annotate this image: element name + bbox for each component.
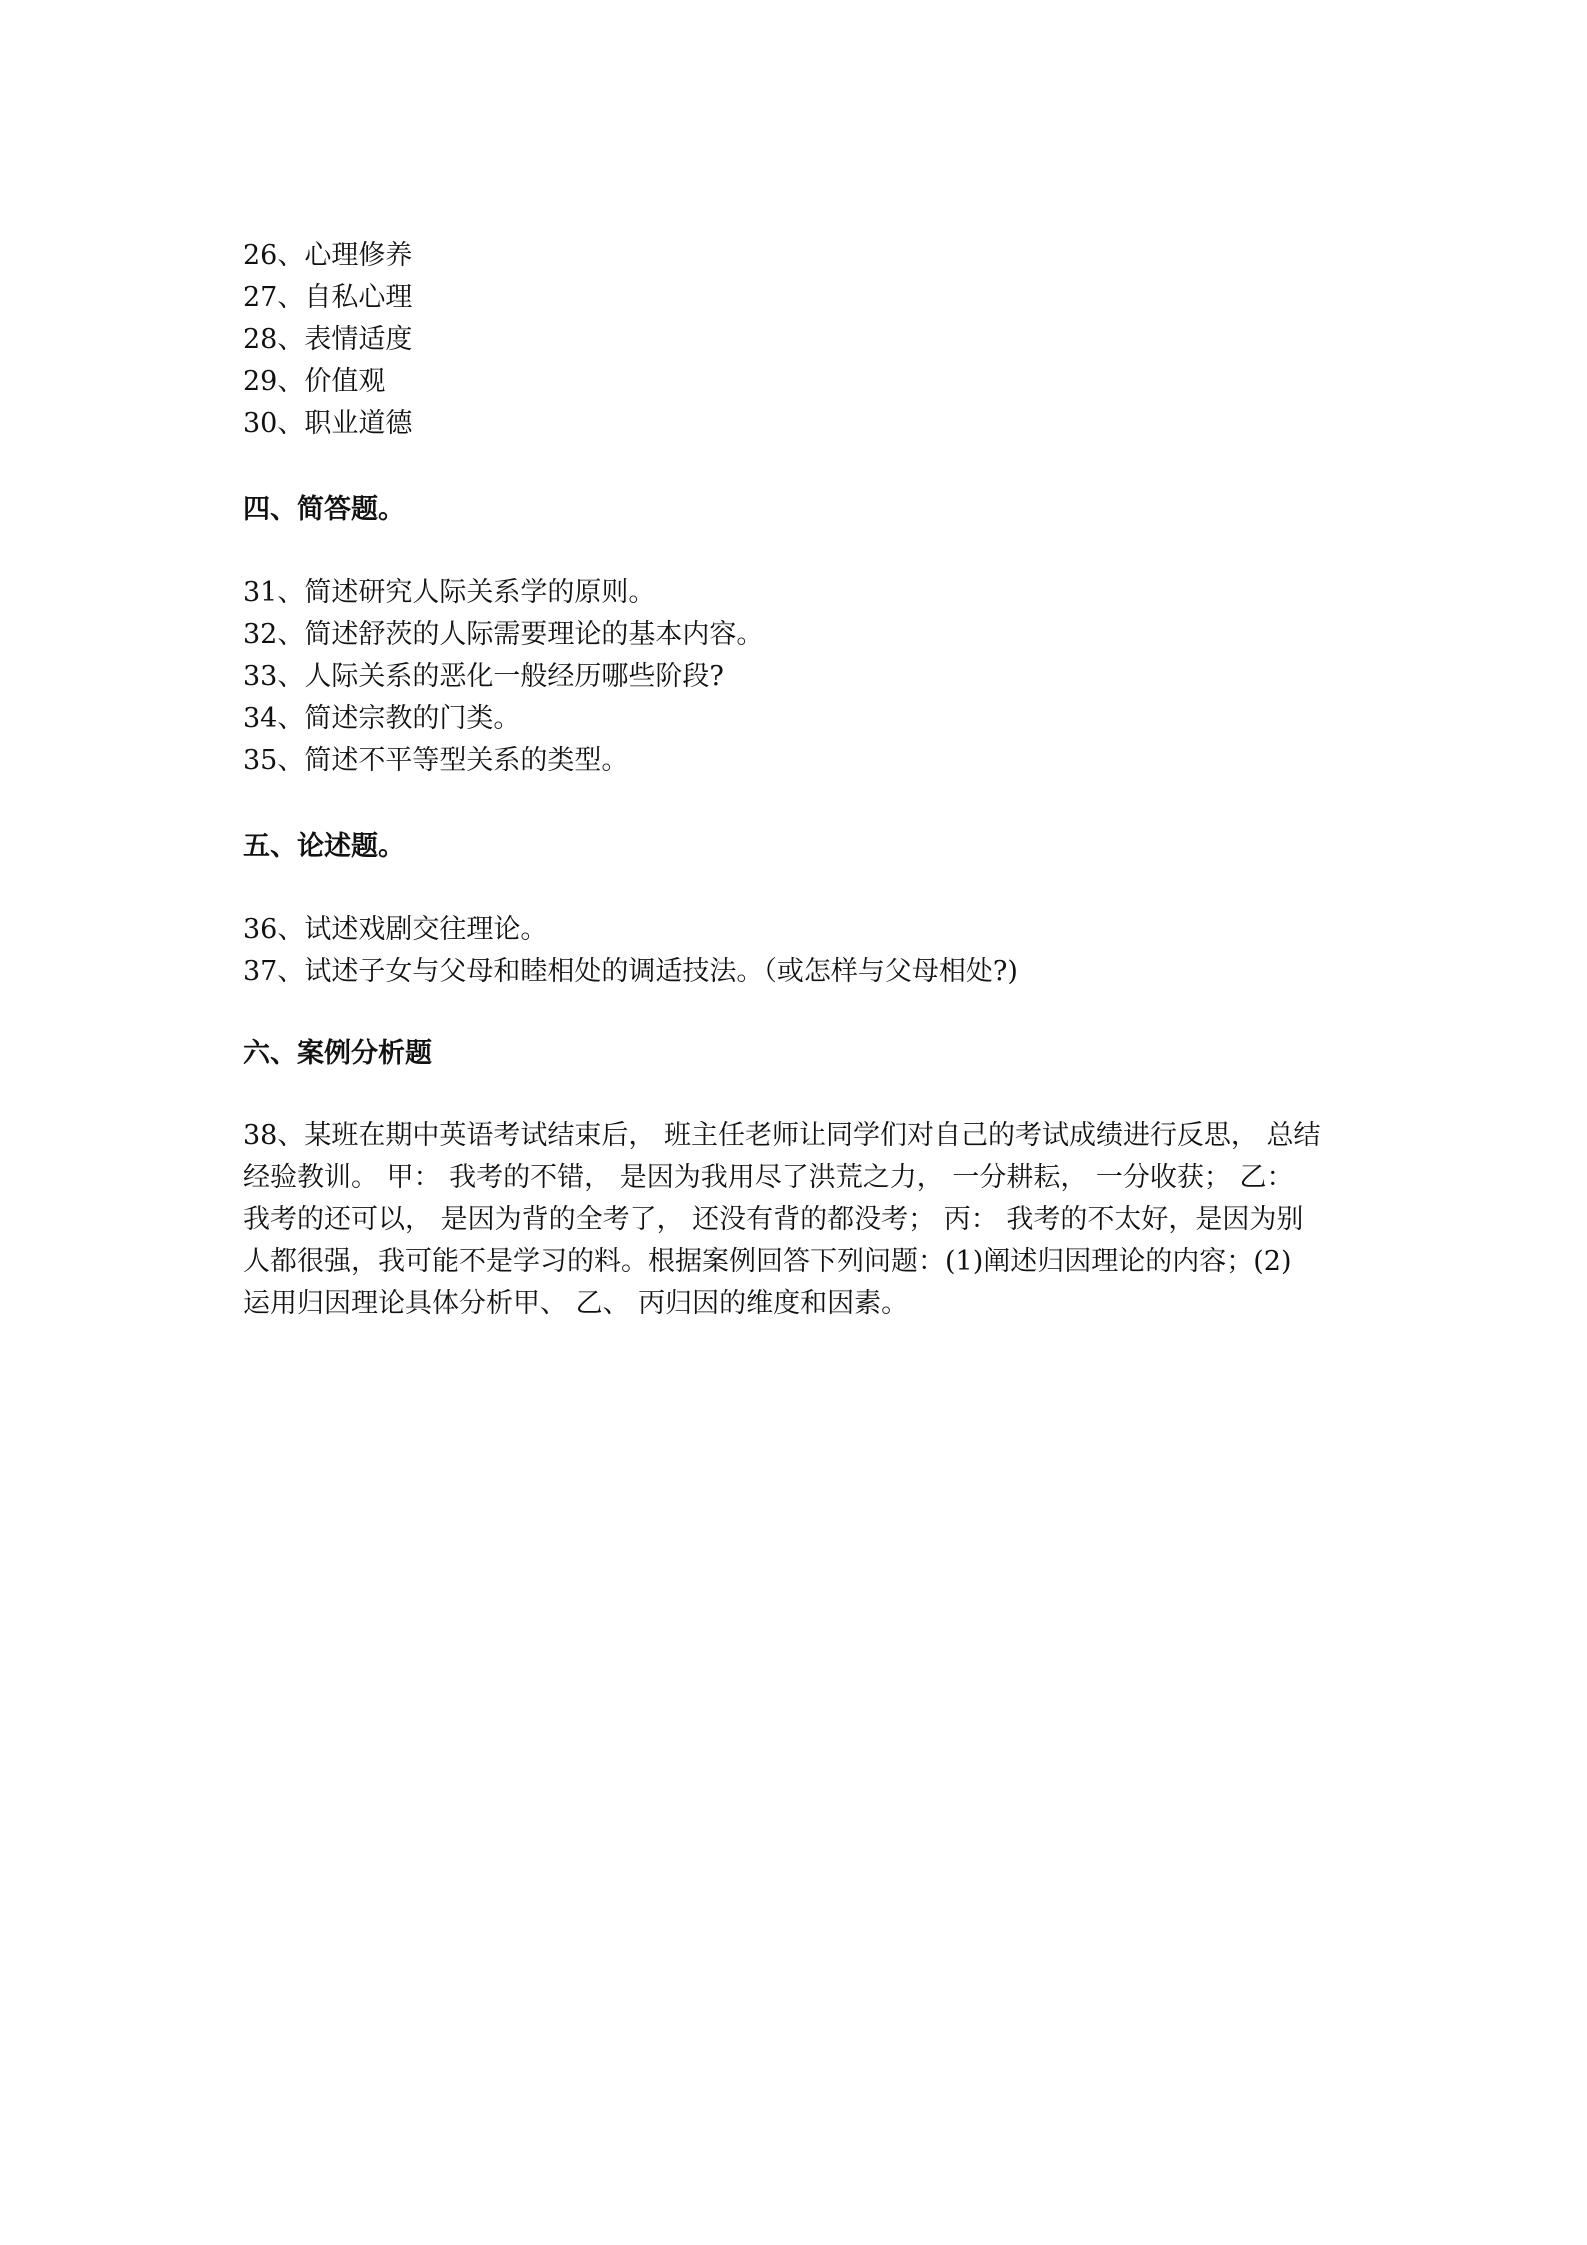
paragraph-line: 经验教训。 甲： 我考的不错， 是因为我用尽了洪荒之力， 一分耕耘， 一分收获； 乙： bbox=[243, 1162, 1294, 1193]
section-heading-essay bbox=[243, 826, 1363, 868]
section-heading: 四、简答题。 bbox=[243, 494, 405, 525]
terms-list bbox=[243, 235, 1363, 445]
section-heading: 六、案例分析题 bbox=[243, 1038, 432, 1069]
list-item: 37、试述子女与父母和睦相处的调适技法。（或怎样与父母相处?) bbox=[243, 956, 1018, 987]
list-item: 31、简述研究人际关系学的原则。 bbox=[243, 577, 656, 608]
list-item: 36、试述戏剧交往理论。 bbox=[243, 914, 548, 945]
list-item: 35、简述不平等型关系的类型。 bbox=[243, 745, 629, 776]
essay-list bbox=[243, 909, 1363, 993]
list-item: 34、简述宗教的门类。 bbox=[243, 703, 521, 734]
list-item: 33、人际关系的恶化一般经历哪些阶段? bbox=[243, 661, 724, 692]
list-item: 27、自私心理 bbox=[243, 282, 413, 313]
list-item: 28、表情适度 bbox=[243, 324, 413, 355]
paragraph-line: 运用归因理论具体分析甲、 乙、 丙归因的维度和因素。 bbox=[243, 1288, 909, 1319]
section-heading: 五、论述题。 bbox=[243, 831, 405, 862]
list-item: 26、心理修养 bbox=[243, 240, 413, 271]
paragraph-line: 人都很强，我可能不是学习的料。根据案例回答下列问题：(1)阐述归因理论的内容；(2) bbox=[243, 1246, 1292, 1277]
section-heading-short-answer bbox=[243, 489, 1363, 531]
case-analysis-paragraph bbox=[243, 1115, 1363, 1325]
list-item: 32、简述舒茨的人际需要理论的基本内容。 bbox=[243, 619, 764, 650]
section-heading-case-analysis bbox=[243, 1033, 1363, 1075]
short-answer-list bbox=[243, 572, 1363, 782]
paragraph-line: 我考的还可以， 是因为背的全考了， 还没有背的都没考； 丙： 我考的不太好，是因为别 bbox=[243, 1204, 1304, 1235]
list-item: 29、价值观 bbox=[243, 366, 386, 397]
list-item: 30、职业道德 bbox=[243, 408, 413, 439]
paragraph-line: 38、某班在期中英语考试结束后， 班主任老师让同学们对自己的考试成绩进行反思， 总结 bbox=[243, 1120, 1321, 1151]
